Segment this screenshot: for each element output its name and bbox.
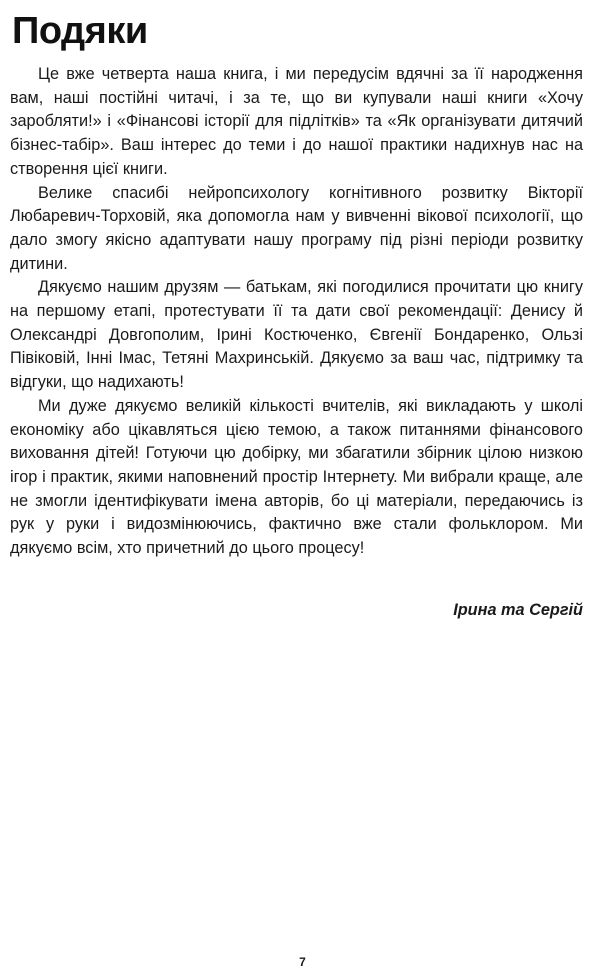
acknowledgements-text [10,63,583,561]
page-number: 7 [299,955,306,969]
paragraph-teachers: Ми дуже дякуємо великій кількості вчителів, які викладають у школі економіку або цікавляться цією темою, а також питаннями фінансового виховання дітей! Готуючи цю добірку, ми збагатили збірник цілою низкою ігор і практик, якими наповнений простір Інтернету. Ми вибрали краще, але не змогли ідентифікувати імена авторів, бо ці матеріали, передаючись із рук у руки і видозмінюючись, фактично вже стали фольклором. Ми дякуємо всім, хто причетний до цього процесу! [10,396,583,558]
paragraph-friends: Дякуємо нашим друзям — батькам, які погодилися прочитати цю книгу на першому етапі, протестувати її та дати свої рекомендації: Денису й Олександрі Довгополим, Ірині Костюченко, Євгенії Бондаренко, Ользі Півіковій, Інні Імас, Тетяні Махринській. Дякуємо за ваш час, підтримку та відгуки, що надихають! [10,278,583,392]
signature: Ірина та Сергій [453,601,583,619]
paragraph-neuropsychologist: Велике спасибі нейропсихологу когнітивного розвитку Вікторії Любаревич-Торховій, яка допомогла нам у вивченні вікової психології, що дало змогу якісно адаптувати нашу програму під різні періоди розвитку дитини. [10,183,583,273]
paragraph-readers: Це вже четверта наша книга, і ми передусім вдячні за її народження вам, наші постійні читачі, і за те, що ви купували наші книги «Хочу заробляти!» і «Фінансові історії для підлітків» та «Як організувати дитячий бізнес-табір». Ваш інтерес до теми і до нашої практики надихнув нас на створення цієї книги. [10,65,583,178]
page-title: Подяки [12,10,148,52]
